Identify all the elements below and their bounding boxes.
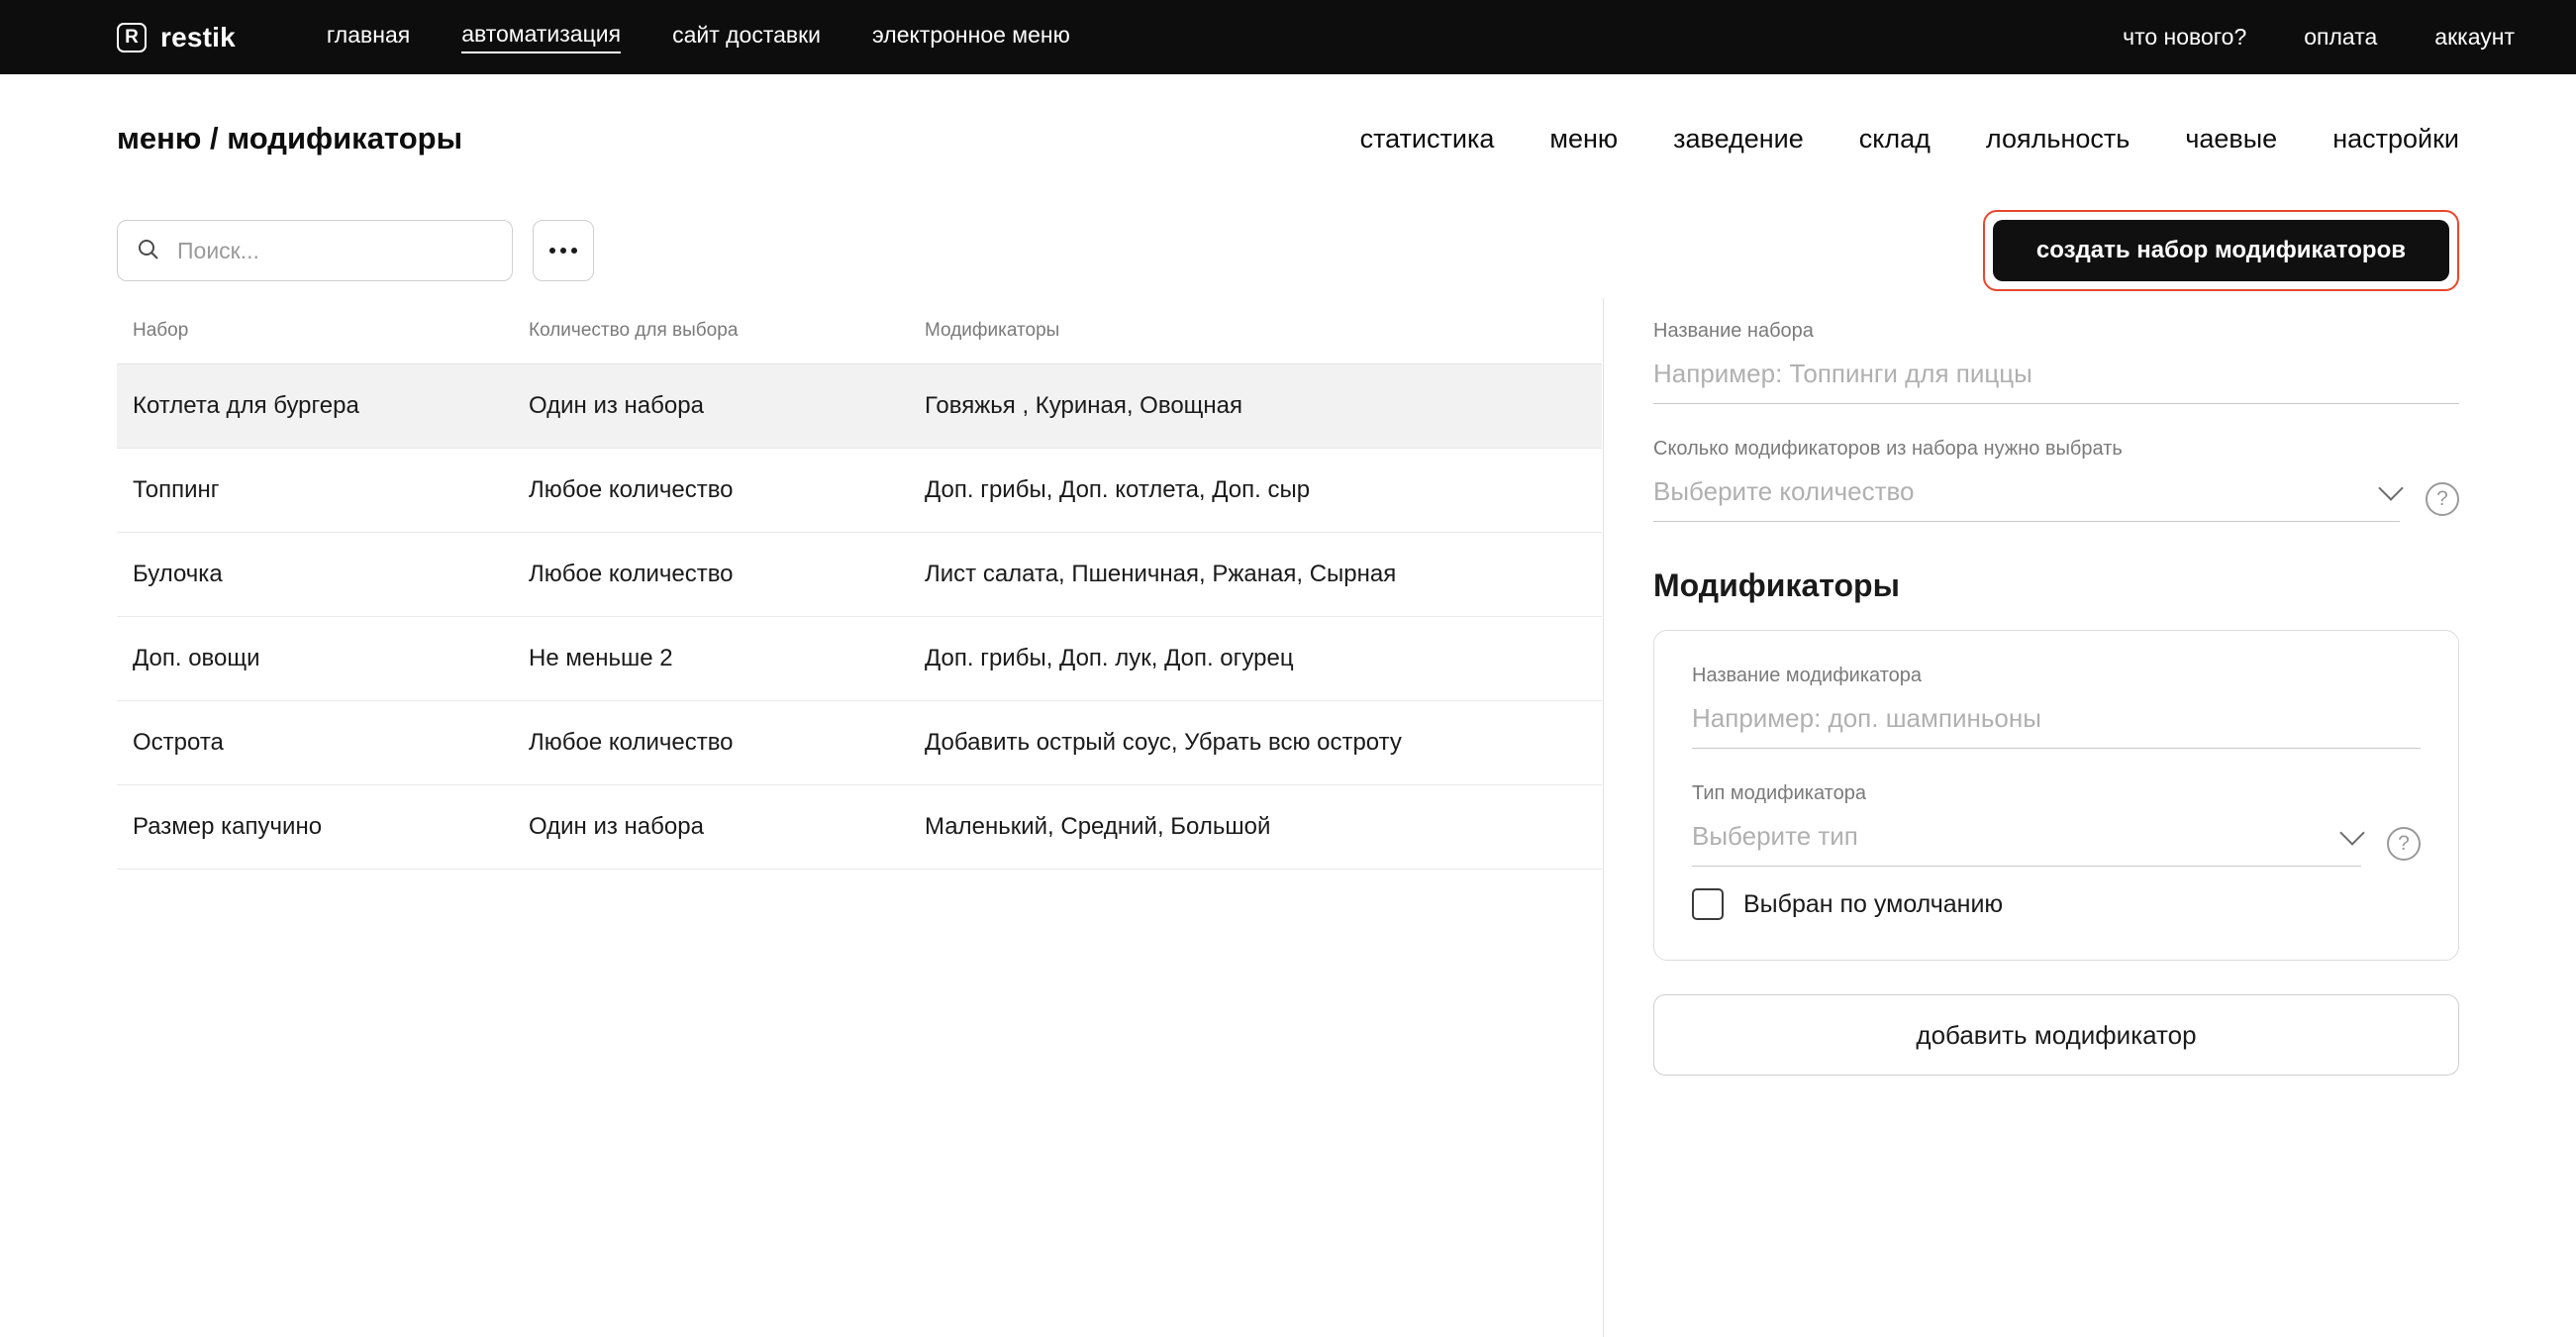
cell-count: Один из набора [513, 364, 909, 449]
cell-modifiers: Доп. грибы, Доп. котлета, Доп. сыр [909, 449, 1602, 533]
section-nav-menyu[interactable]: меню [1549, 123, 1619, 154]
modifier-type-select[interactable] [1692, 815, 2361, 867]
cell-set-name: Острота [117, 701, 513, 785]
default-checkbox-label: Выбран по умолчанию [1743, 889, 2004, 918]
add-modifier-button[interactable]: добавить модификатор [1653, 994, 2459, 1076]
section-nav-chaevye[interactable]: чаевые [2185, 123, 2278, 154]
nav-item-elektronnoe-menyu[interactable]: электронное меню [872, 22, 1070, 48]
page-title: меню / модификаторы [117, 121, 463, 155]
column-header-set: Набор [117, 298, 513, 364]
modifiers-heading: Модификаторы [1653, 567, 1900, 603]
modifier-name-input[interactable] [1692, 697, 2421, 749]
table-row[interactable] [117, 701, 1602, 785]
cell-count: Любое количество [513, 449, 909, 533]
column-header-modifiers: Модификаторы [909, 298, 1602, 364]
section-nav-statistika[interactable]: статистика [1359, 123, 1495, 154]
brand-logo[interactable] [117, 22, 236, 53]
create-set-highlight [1983, 210, 2459, 291]
quantity-label: Сколько модификаторов из набора нужно выбрать [1653, 438, 2123, 460]
modifier-sets-table [117, 298, 1602, 870]
cell-set-name: Размер капучино [117, 785, 513, 870]
nav-item-whats-new[interactable]: что нового? [2123, 24, 2247, 50]
brand-name: restik [160, 21, 236, 52]
modifier-type-select-value: Выберите тип [1692, 821, 1858, 851]
modifier-name-field [1692, 665, 2421, 749]
nav-item-glavnaya[interactable]: главная [326, 22, 411, 48]
cell-count: Любое количество [513, 533, 909, 617]
set-name-label: Название набора [1653, 320, 1814, 342]
main-content [0, 298, 2576, 1337]
modifier-name-label: Название модификатора [1692, 665, 1923, 686]
nav-item-account[interactable]: аккаунт [2434, 24, 2515, 50]
section-nav-loyalnost[interactable]: лояльность [1985, 123, 2130, 154]
nav-item-avtomatizaciya[interactable]: автоматизация [461, 21, 621, 53]
toolbar [0, 203, 2576, 298]
quantity-select[interactable] [1653, 470, 2400, 522]
search-icon [136, 237, 159, 265]
table-header-row [117, 298, 1602, 364]
section-nav [1360, 124, 2459, 154]
chevron-down-icon [2339, 820, 2364, 845]
modifier-type-field [1692, 782, 2421, 867]
modifier-sets-table-column [117, 298, 1604, 1337]
default-checkbox[interactable] [1692, 888, 1724, 920]
table-row[interactable] [117, 785, 1602, 870]
table-row[interactable] [117, 617, 1602, 701]
cell-set-name: Котлета для бургера [117, 364, 513, 449]
cell-set-name: Булочка [117, 533, 513, 617]
cell-set-name: Доп. овощи [117, 617, 513, 701]
table-row[interactable] [117, 533, 1602, 617]
quantity-select-row [1653, 470, 2459, 522]
more-dots-icon [549, 248, 577, 254]
cell-count: Один из набора [513, 785, 909, 870]
more-options-button[interactable] [533, 220, 594, 281]
set-name-input[interactable] [1653, 353, 2459, 404]
secondary-nav [2123, 24, 2515, 51]
table-row[interactable] [117, 364, 1602, 449]
nav-item-payment[interactable]: оплата [2304, 24, 2378, 50]
chevron-down-icon [2378, 475, 2403, 500]
brand-mark-icon: R [117, 23, 147, 52]
top-navigation-bar [0, 0, 2576, 74]
table-row[interactable] [117, 449, 1602, 533]
search-box[interactable] [117, 220, 513, 281]
cell-modifiers: Доп. грибы, Доп. лук, Доп. огурец [909, 617, 1602, 701]
modifier-type-label: Тип модификатора [1692, 782, 1866, 804]
cell-modifiers: Говяжья , Куриная, Овощная [909, 364, 1602, 449]
primary-nav [327, 21, 1070, 53]
set-name-field [1653, 320, 2459, 404]
modifier-set-editor-panel [1604, 298, 2576, 1337]
quantity-field [1653, 438, 2459, 522]
cell-count: Любое количество [513, 701, 909, 785]
modifier-type-select-row [1692, 815, 2421, 867]
modifier-type-help-icon[interactable]: ? [2387, 827, 2421, 861]
section-nav-zavedenie[interactable]: заведение [1673, 123, 1804, 154]
default-checkbox-row [1692, 888, 2421, 920]
section-nav-sklad[interactable]: склад [1858, 123, 1931, 154]
search-input[interactable] [175, 237, 494, 265]
page-header [0, 74, 2576, 203]
cell-modifiers: Лист салата, Пшеничная, Ржаная, Сырная [909, 533, 1602, 617]
cell-modifiers: Маленький, Средний, Большой [909, 785, 1602, 870]
cell-modifiers: Добавить острый соус, Убрать всю остроту [909, 701, 1602, 785]
nav-item-sayt-dostavki[interactable]: сайт доставки [672, 22, 822, 48]
quantity-help-icon[interactable]: ? [2426, 482, 2459, 516]
cell-count: Не меньше 2 [513, 617, 909, 701]
section-nav-nastroyki[interactable]: настройки [2332, 123, 2459, 154]
create-modifier-set-button[interactable]: создать набор модификаторов [1993, 220, 2449, 281]
cell-set-name: Топпинг [117, 449, 513, 533]
column-header-count: Количество для выбора [513, 298, 909, 364]
modifier-card [1653, 630, 2459, 961]
quantity-select-value: Выберите количество [1653, 476, 1915, 506]
